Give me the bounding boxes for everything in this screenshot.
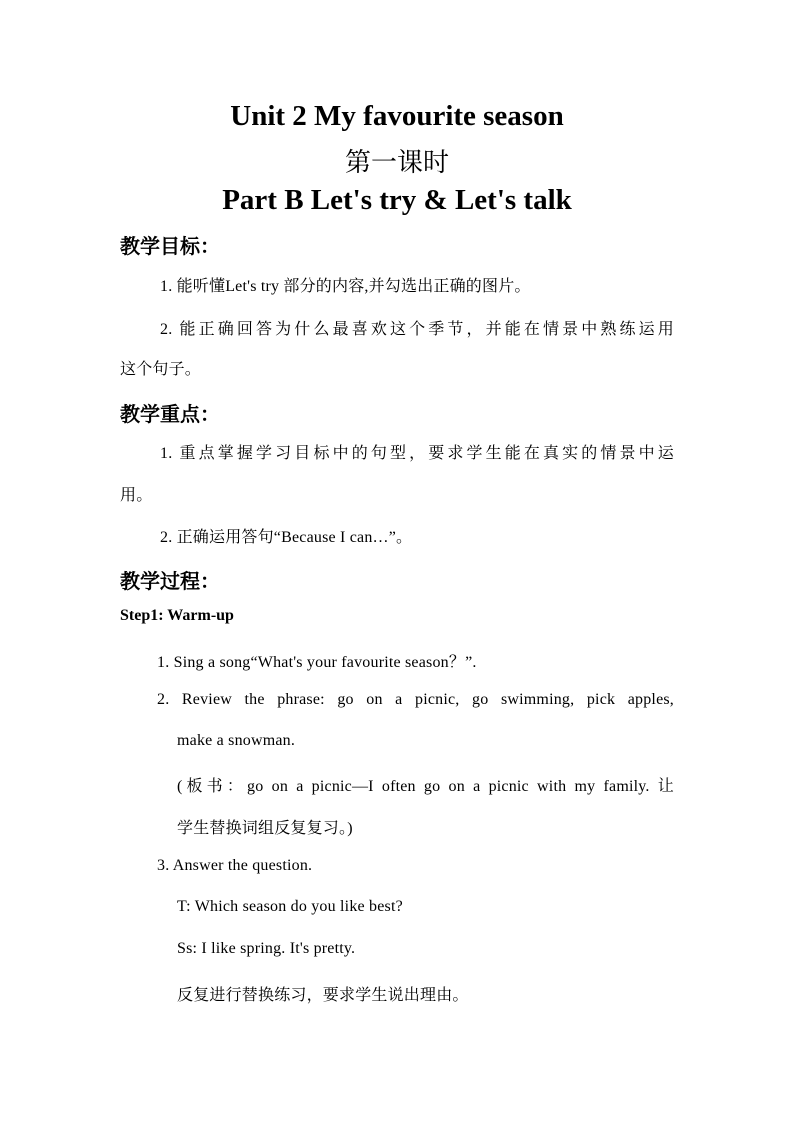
process-line-6: 3. Answer the question. [157, 857, 313, 874]
unit-title: Unit 2 My favourite season [230, 100, 564, 132]
key-point-item-2: 2. 正确运用答句“Because I can…”。 [160, 529, 413, 546]
process-heading: 教学过程： [120, 569, 220, 593]
process-line-3: make a snowman. [177, 732, 296, 749]
key-point-item-1-cont: 用。 [120, 487, 153, 504]
part-title: Part B Let's try & Let's talk [222, 184, 572, 216]
process-line-5: 学生替换词组反复复习。) [177, 820, 353, 837]
process-line-7: T: Which season do you like best? [177, 898, 403, 915]
objective-item-2: 2. 能正确回答为什么最喜欢这个季节，并能在情景中熟练运用 [160, 321, 674, 338]
objective-item-1: 1. 能听懂Let's try 部分的内容,并勾选出正确的图片。 [160, 278, 531, 295]
objective-item-2-cont: 这个句子。 [120, 361, 202, 378]
process-line-9: 反复进行替换练习，要求学生说出理由。 [177, 987, 469, 1004]
process-line-8: Ss: I like spring. It's pretty. [177, 940, 356, 957]
key-point-item-1: 1. 重点掌握学习目标中的句型，要求学生能在真实的情景中运 [160, 445, 674, 462]
lesson-title: 第一课时 [344, 148, 449, 178]
process-line-2: 2. Review the phrase: go on a picnic, go swimming, pick apples, [157, 691, 674, 708]
process-line-4: (板书：go on a picnic—I often go on a picnic with my family. 让 [177, 778, 674, 795]
objectives-heading: 教学目标： [120, 234, 220, 258]
step1-heading: Step1: Warm-up [120, 607, 234, 624]
process-line-1: 1. Sing a song“What's your favourite season？”. [157, 654, 477, 671]
key-points-heading: 教学重点： [120, 402, 220, 426]
